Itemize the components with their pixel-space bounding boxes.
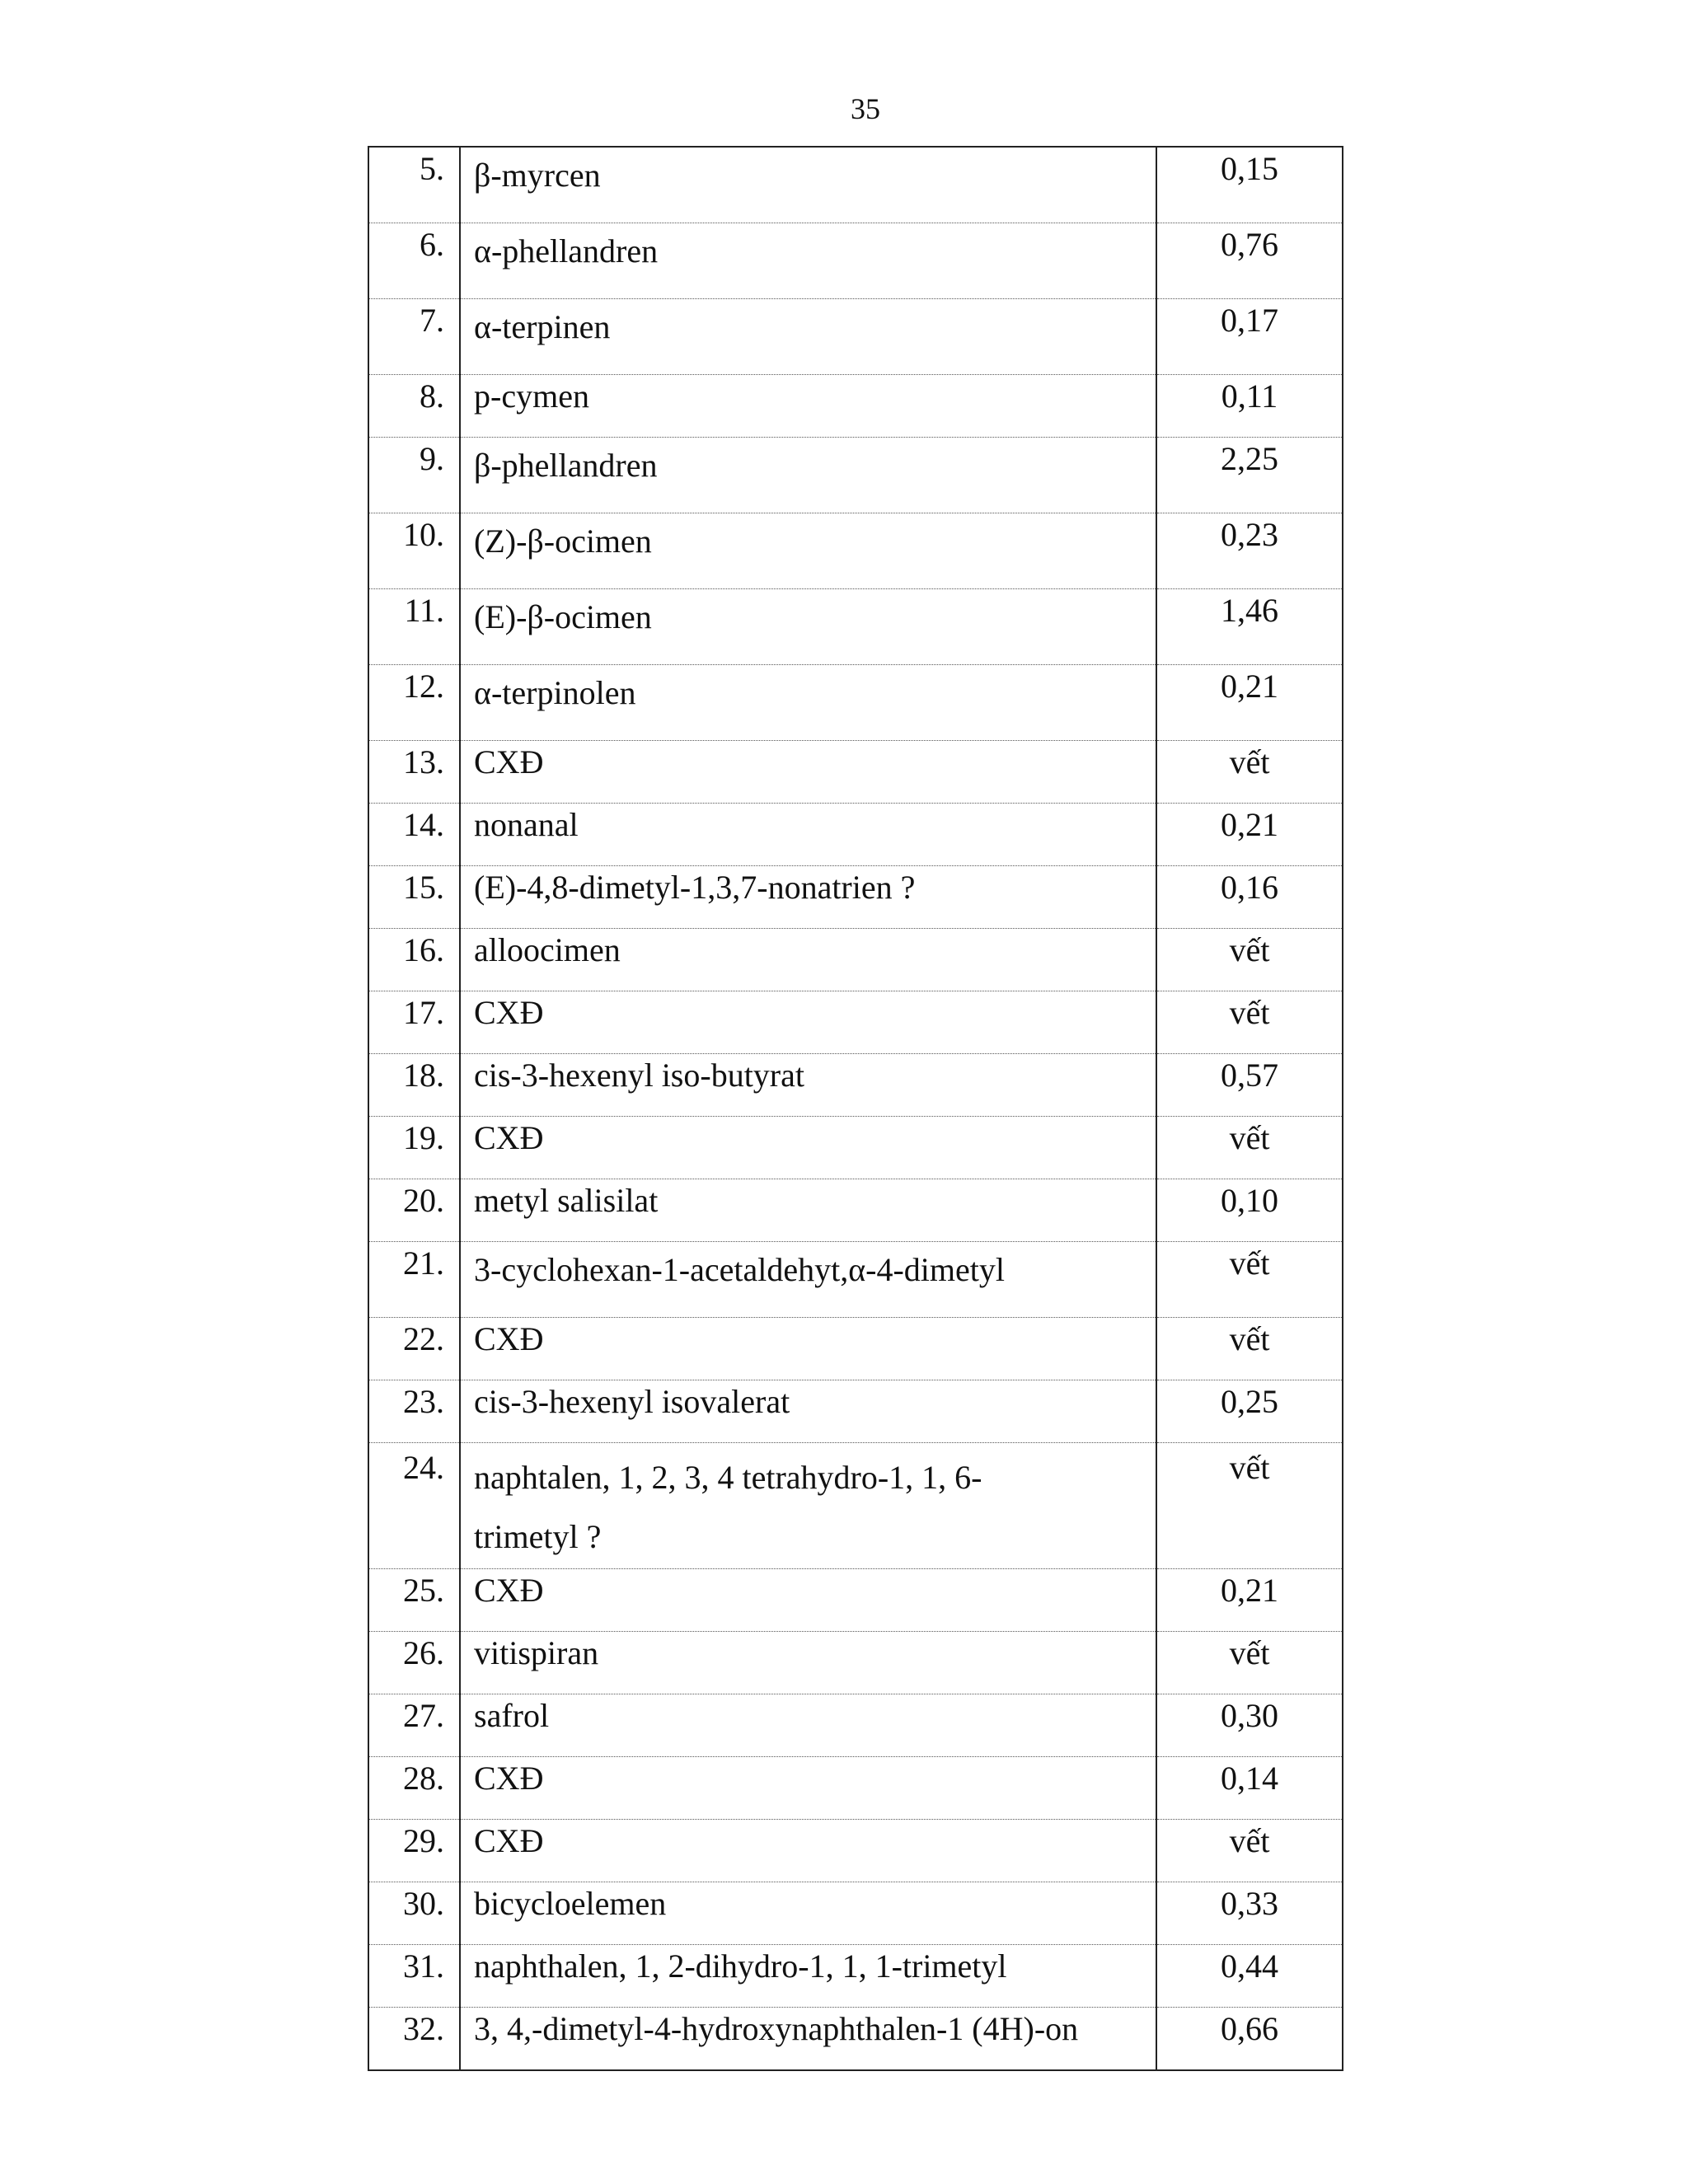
table-row — [368, 1945, 1343, 2008]
compound-name: α-phellandren — [460, 223, 1156, 299]
compound-name: CXĐ — [460, 1318, 1156, 1380]
table-row — [368, 513, 1343, 589]
table-row — [368, 804, 1343, 866]
compound-name: CXĐ — [460, 1569, 1156, 1632]
table-row — [368, 1569, 1343, 1632]
table-row — [368, 1242, 1343, 1318]
compound-name: CXĐ — [460, 741, 1156, 804]
compound-percentage: 0,17 — [1156, 299, 1343, 375]
table-row — [368, 665, 1343, 741]
table-row — [368, 1054, 1343, 1117]
row-number: 24. — [368, 1443, 460, 1569]
compound-percentage: vết — [1156, 1318, 1343, 1380]
compound-percentage: 0,76 — [1156, 223, 1343, 299]
compound-name: 3, 4,-dimetyl-4-hydroxynaphthalen-1 (4H)-on — [460, 2008, 1156, 2071]
row-number: 19. — [368, 1117, 460, 1179]
row-number: 14. — [368, 804, 460, 866]
table-row — [368, 1179, 1343, 1242]
row-number: 17. — [368, 991, 460, 1054]
compound-percentage: 0,23 — [1156, 513, 1343, 589]
compound-name: α-terpinen — [460, 299, 1156, 375]
compound-percentage: 0,15 — [1156, 147, 1343, 223]
compound-percentage: vết — [1156, 1242, 1343, 1318]
row-number: 25. — [368, 1569, 460, 1632]
compound-percentage: 0,30 — [1156, 1694, 1343, 1757]
table-row — [368, 1443, 1343, 1569]
row-number: 32. — [368, 2008, 460, 2071]
row-number: 6. — [368, 223, 460, 299]
compound-percentage: 2,25 — [1156, 438, 1343, 513]
table-row — [368, 1380, 1343, 1443]
compound-percentage: 0,14 — [1156, 1757, 1343, 1820]
row-number: 11. — [368, 589, 460, 665]
row-number: 26. — [368, 1632, 460, 1694]
compound-percentage: 0,57 — [1156, 1054, 1343, 1117]
table-row — [368, 1882, 1343, 1945]
compound-percentage: vết — [1156, 1632, 1343, 1694]
compound-name: CXĐ — [460, 1820, 1156, 1882]
row-number: 23. — [368, 1380, 460, 1443]
table-row — [368, 741, 1343, 804]
compound-name: CXĐ — [460, 1117, 1156, 1179]
row-number: 16. — [368, 929, 460, 991]
table-row — [368, 1318, 1343, 1380]
compound-percentage: 0,33 — [1156, 1882, 1343, 1945]
compound-percentage: 0,66 — [1156, 2008, 1343, 2071]
compound-name: alloocimen — [460, 929, 1156, 991]
compound-name: bicycloelemen — [460, 1882, 1156, 1945]
compound-name: (E)-4,8-dimetyl-1,3,7-nonatrien ? — [460, 866, 1156, 929]
row-number: 9. — [368, 438, 460, 513]
table-row — [368, 929, 1343, 991]
compound-percentage: 0,11 — [1156, 375, 1343, 438]
row-number: 7. — [368, 299, 460, 375]
compound-percentage: 0,25 — [1156, 1380, 1343, 1443]
table-row — [368, 589, 1343, 665]
table-row — [368, 1820, 1343, 1882]
compound-percentage: 0,21 — [1156, 1569, 1343, 1632]
table-row — [368, 866, 1343, 929]
compound-name: β-phellandren — [460, 438, 1156, 513]
compound-name: cis-3-hexenyl isovalerat — [460, 1380, 1156, 1443]
compound-name: CXĐ — [460, 1757, 1156, 1820]
table-row — [368, 1694, 1343, 1757]
page-number: 35 — [851, 92, 880, 125]
row-number: 13. — [368, 741, 460, 804]
table-row — [368, 147, 1343, 223]
row-number: 15. — [368, 866, 460, 929]
compound-name: naphthalen, 1, 2-dihydro-1, 1, 1-trimetyl — [460, 1945, 1156, 2008]
row-number: 29. — [368, 1820, 460, 1882]
table-row — [368, 1117, 1343, 1179]
row-number: 27. — [368, 1694, 460, 1757]
compound-percentage: 0,44 — [1156, 1945, 1343, 2008]
row-number: 5. — [368, 147, 460, 223]
compound-percentage: vết — [1156, 1117, 1343, 1179]
compound-percentage: 0,10 — [1156, 1179, 1343, 1242]
compound-percentage: 0,16 — [1156, 866, 1343, 929]
row-number: 30. — [368, 1882, 460, 1945]
compound-percentage: 0,21 — [1156, 804, 1343, 866]
table-row — [368, 1632, 1343, 1694]
table-row — [368, 438, 1343, 513]
row-number: 22. — [368, 1318, 460, 1380]
compound-name: α-terpinolen — [460, 665, 1156, 741]
row-number: 18. — [368, 1054, 460, 1117]
compound-name: vitispiran — [460, 1632, 1156, 1694]
compound-name: safrol — [460, 1694, 1156, 1757]
table-row — [368, 375, 1343, 438]
compound-percentage: vết — [1156, 1443, 1343, 1569]
compound-name: metyl salisilat — [460, 1179, 1156, 1242]
row-number: 28. — [368, 1757, 460, 1820]
row-number: 20. — [368, 1179, 460, 1242]
table-row — [368, 2008, 1343, 2071]
table-row — [368, 1757, 1343, 1820]
table-row — [368, 223, 1343, 299]
compound-name: cis-3-hexenyl iso-butyrat — [460, 1054, 1156, 1117]
compound-percentage: 1,46 — [1156, 589, 1343, 665]
compound-name: CXĐ — [460, 991, 1156, 1054]
compound-name: (Z)-β-ocimen — [460, 513, 1156, 589]
row-number: 12. — [368, 665, 460, 741]
compound-percentage: vết — [1156, 991, 1343, 1054]
row-number: 10. — [368, 513, 460, 589]
row-number: 8. — [368, 375, 460, 438]
compound-percentage: vết — [1156, 1820, 1343, 1882]
compound-name: nonanal — [460, 804, 1156, 866]
compound-name: p-cymen — [460, 375, 1156, 438]
compound-name: (E)-β-ocimen — [460, 589, 1156, 665]
compound-table — [368, 146, 1343, 2071]
compound-percentage: vết — [1156, 929, 1343, 991]
compound-percentage: 0,21 — [1156, 665, 1343, 741]
row-number: 31. — [368, 1945, 460, 2008]
compound-name: β-myrcen — [460, 147, 1156, 223]
compound-name: 3-cyclohexan-1-acetaldehyt,α-4-dimetyl — [460, 1242, 1156, 1318]
table-row — [368, 299, 1343, 375]
compound-percentage: vết — [1156, 741, 1343, 804]
table-row — [368, 991, 1343, 1054]
row-number: 21. — [368, 1242, 460, 1318]
compound-name: naphtalen, 1, 2, 3, 4 tetrahydro-1, 1, 6- trimetyl ? — [460, 1443, 1156, 1569]
